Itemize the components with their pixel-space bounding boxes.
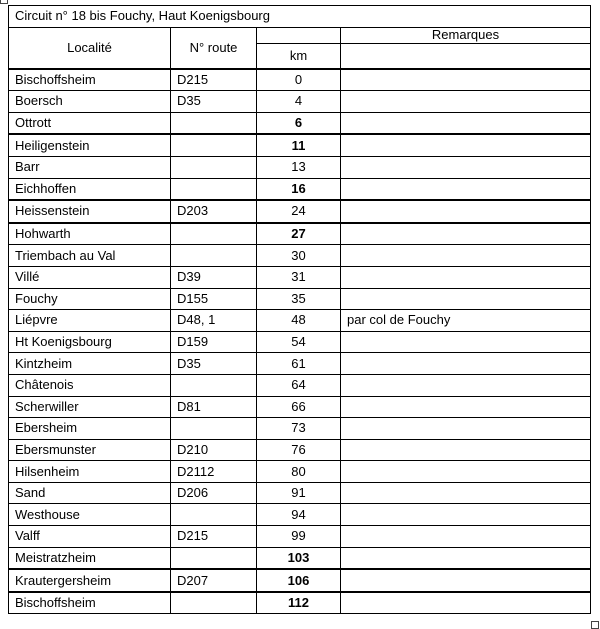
cell-localite: Krautergersheim <box>9 569 171 592</box>
cell-km: 106 <box>257 569 341 592</box>
circuit-title: Circuit n° 18 bis Fouchy, Haut Koenigsbourg <box>9 6 341 28</box>
cell-route: D203 <box>171 200 257 223</box>
table-row <box>9 461 591 483</box>
table-row <box>9 91 591 113</box>
table-row <box>9 134 591 156</box>
cell-route <box>171 156 257 178</box>
cell-route: D207 <box>171 569 257 592</box>
table-row <box>9 569 591 592</box>
cell-km: 4 <box>257 91 341 113</box>
table-row <box>9 526 591 548</box>
table-row <box>9 288 591 310</box>
header-km: km <box>257 44 341 69</box>
table-row <box>9 200 591 223</box>
cell-remarques <box>341 547 591 569</box>
cell-km: 6 <box>257 112 341 134</box>
route-table <box>8 5 591 614</box>
cell-remarques <box>341 331 591 353</box>
cell-localite: Ebersmunster <box>9 439 171 461</box>
cell-remarques <box>341 439 591 461</box>
cell-km: 54 <box>257 331 341 353</box>
cell-route <box>171 223 257 245</box>
table-row <box>9 396 591 418</box>
cell-remarques <box>341 592 591 614</box>
cell-km: 103 <box>257 547 341 569</box>
cell-km: 66 <box>257 396 341 418</box>
cell-remarques <box>341 178 591 200</box>
header-km-spacer <box>257 27 341 44</box>
cell-route <box>171 418 257 440</box>
cell-km: 48 <box>257 310 341 332</box>
cell-km: 13 <box>257 156 341 178</box>
cell-localite: Triembach au Val <box>9 245 171 267</box>
cell-route <box>171 112 257 134</box>
header-row <box>9 27 591 44</box>
table-row <box>9 331 591 353</box>
cell-localite: Bischoffsheim <box>9 69 171 91</box>
cell-localite: Heiligenstein <box>9 134 171 156</box>
cell-remarques <box>341 288 591 310</box>
cell-km: 11 <box>257 134 341 156</box>
cell-km: 94 <box>257 504 341 526</box>
cell-route: D2112 <box>171 461 257 483</box>
cell-localite: Scherwiller <box>9 396 171 418</box>
cell-localite: Fouchy <box>9 288 171 310</box>
cell-remarques <box>341 69 591 91</box>
cell-localite: Boersch <box>9 91 171 113</box>
cell-km: 112 <box>257 592 341 614</box>
cell-localite: Hohwarth <box>9 223 171 245</box>
cell-localite: Hilsenheim <box>9 461 171 483</box>
cell-localite: Liépvre <box>9 310 171 332</box>
cell-remarques <box>341 200 591 223</box>
cell-route <box>171 178 257 200</box>
cell-route: D206 <box>171 482 257 504</box>
cell-route: D35 <box>171 91 257 113</box>
cell-route: D48, 1 <box>171 310 257 332</box>
selection-handle-top-left <box>0 0 8 4</box>
cell-remarques <box>341 504 591 526</box>
cell-remarques <box>341 134 591 156</box>
cell-localite: Valff <box>9 526 171 548</box>
table-row <box>9 504 591 526</box>
cell-remarques <box>341 482 591 504</box>
header-remarques: Remarques <box>341 27 591 44</box>
cell-km: 80 <box>257 461 341 483</box>
cell-localite: Ebersheim <box>9 418 171 440</box>
table-row <box>9 310 591 332</box>
cell-km: 64 <box>257 374 341 396</box>
selection-handle-bottom-right <box>591 621 599 629</box>
cell-km: 73 <box>257 418 341 440</box>
header-route: N° route <box>171 27 257 69</box>
cell-remarques <box>341 266 591 288</box>
cell-route <box>171 134 257 156</box>
cell-route: D155 <box>171 288 257 310</box>
cell-localite: Heissenstein <box>9 200 171 223</box>
cell-localite: Ottrott <box>9 112 171 134</box>
table-row <box>9 112 591 134</box>
cell-remarques <box>341 112 591 134</box>
cell-remarques <box>341 245 591 267</box>
cell-km: 24 <box>257 200 341 223</box>
cell-km: 91 <box>257 482 341 504</box>
cell-remarques <box>341 374 591 396</box>
table-row <box>9 353 591 375</box>
cell-remarques <box>341 223 591 245</box>
cell-localite: Kintzheim <box>9 353 171 375</box>
cell-remarques <box>341 156 591 178</box>
table-row <box>9 156 591 178</box>
cell-km: 31 <box>257 266 341 288</box>
table-row <box>9 547 591 569</box>
table-row <box>9 374 591 396</box>
cell-km: 27 <box>257 223 341 245</box>
table-row <box>9 592 591 614</box>
header-localite: Localité <box>9 27 171 69</box>
cell-remarques <box>341 418 591 440</box>
cell-route: D35 <box>171 353 257 375</box>
cell-route: D159 <box>171 331 257 353</box>
cell-localite: Barr <box>9 156 171 178</box>
table-row <box>9 69 591 91</box>
cell-localite: Eichhoffen <box>9 178 171 200</box>
table-row <box>9 482 591 504</box>
cell-route: D81 <box>171 396 257 418</box>
cell-remarques <box>341 569 591 592</box>
cell-remarques <box>341 396 591 418</box>
table-row <box>9 266 591 288</box>
cell-localite: Bischoffsheim <box>9 592 171 614</box>
cell-localite: Westhouse <box>9 504 171 526</box>
cell-km: 35 <box>257 288 341 310</box>
cell-route: D215 <box>171 526 257 548</box>
title-row <box>9 6 591 28</box>
cell-route: D39 <box>171 266 257 288</box>
cell-route <box>171 374 257 396</box>
cell-km: 99 <box>257 526 341 548</box>
cell-route: D210 <box>171 439 257 461</box>
table-row <box>9 439 591 461</box>
cell-remarques <box>341 526 591 548</box>
cell-localite: Ht Koenigsbourg <box>9 331 171 353</box>
cell-localite: Châtenois <box>9 374 171 396</box>
cell-route <box>171 504 257 526</box>
cell-route: D215 <box>171 69 257 91</box>
table-row <box>9 418 591 440</box>
cell-km: 30 <box>257 245 341 267</box>
route-sheet <box>8 5 590 614</box>
table-row <box>9 223 591 245</box>
cell-km: 76 <box>257 439 341 461</box>
cell-route <box>171 245 257 267</box>
cell-route <box>171 592 257 614</box>
cell-km: 16 <box>257 178 341 200</box>
cell-remarques <box>341 353 591 375</box>
cell-localite: Sand <box>9 482 171 504</box>
header-remarques-sub <box>341 44 591 69</box>
cell-localite: Villé <box>9 266 171 288</box>
table-row <box>9 178 591 200</box>
cell-remarques <box>341 91 591 113</box>
cell-km: 0 <box>257 69 341 91</box>
cell-km: 61 <box>257 353 341 375</box>
table-row <box>9 245 591 267</box>
cell-remarques <box>341 461 591 483</box>
cell-remarques: par col de Fouchy <box>341 310 591 332</box>
cell-route <box>171 547 257 569</box>
title-filler <box>341 6 591 28</box>
cell-localite: Meistratzheim <box>9 547 171 569</box>
